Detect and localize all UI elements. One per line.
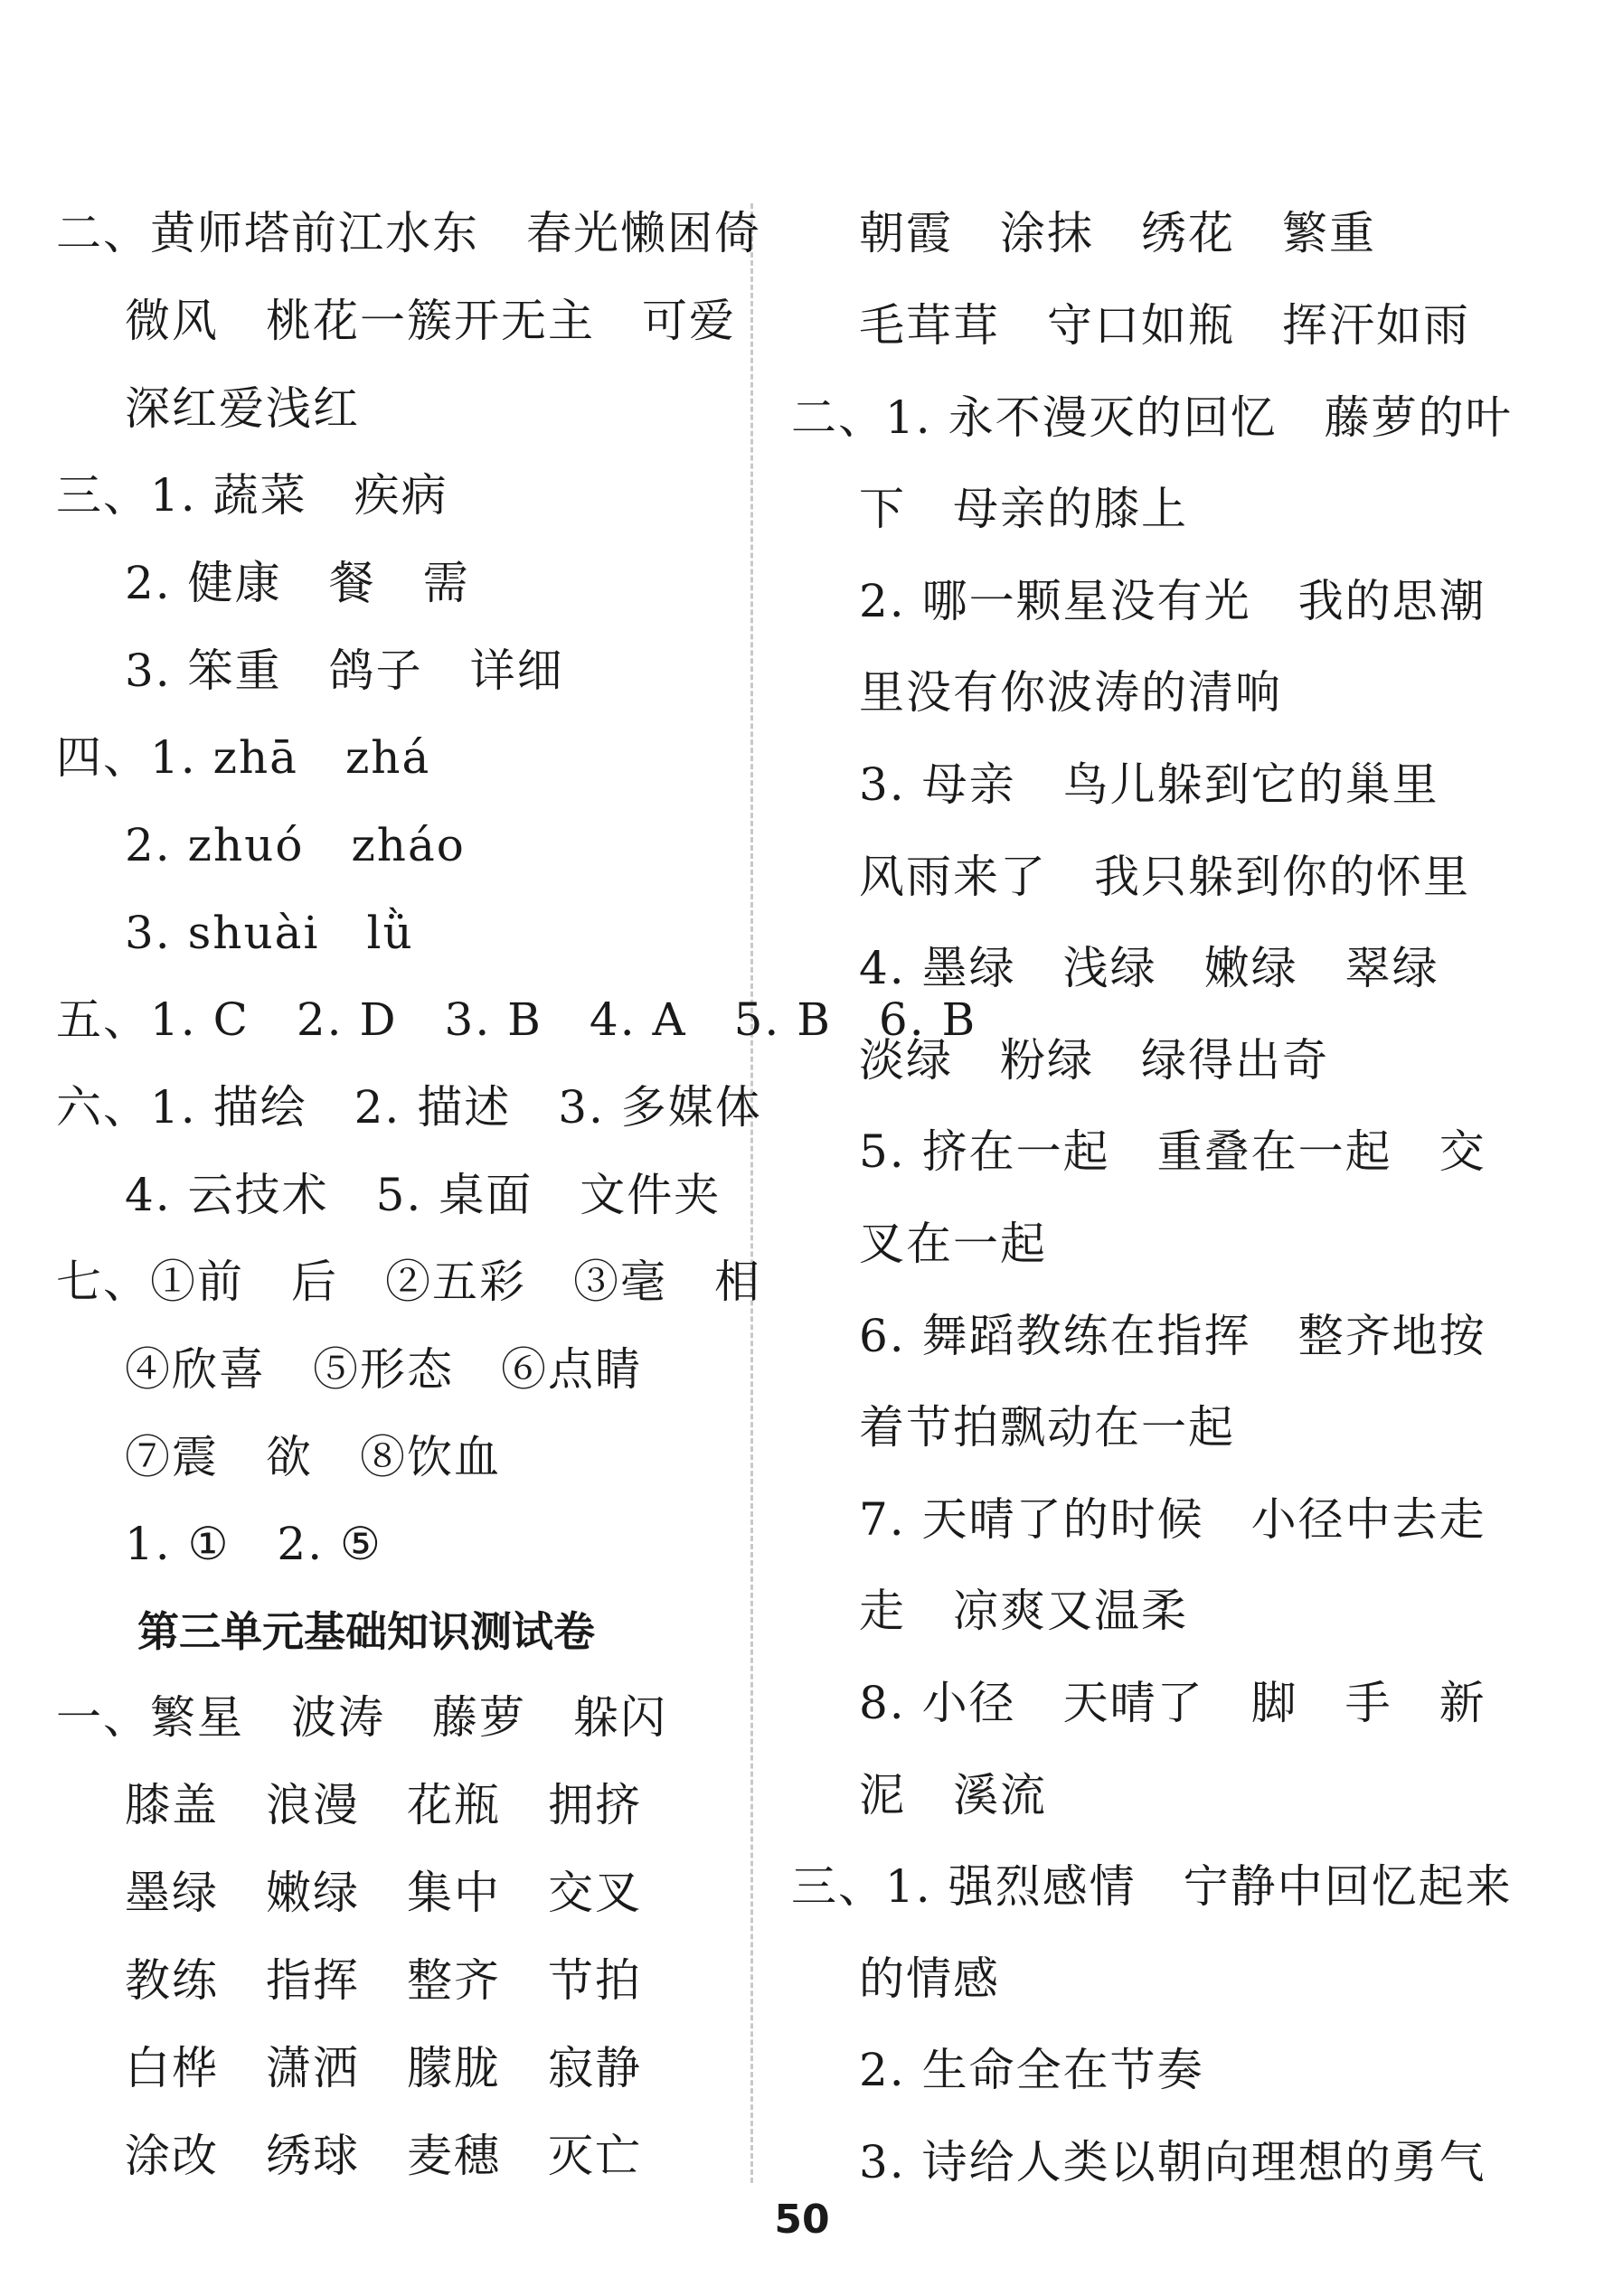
answer-line: 8. 小径 天晴了 脚 手 新 (859, 1677, 1486, 1729)
answer-line: 风雨来了 我只躲到你的怀里 (859, 851, 1470, 903)
answer-line: 涂改 绣球 麦穗 灭亡 (125, 2130, 642, 2182)
answer-line: 的情感 (859, 1953, 1000, 2005)
column-divider (750, 203, 753, 2183)
answer-line: 2. 哪一颗星没有光 我的思潮 (859, 575, 1486, 627)
answer-line: 3. 诗给人类以朝向理想的勇气 (859, 2136, 1486, 2188)
answer-line: 3. shuài lǜ (125, 907, 414, 959)
answer-line: ⑦震 欲 ⑧饮血 (125, 1431, 501, 1483)
answer-line: 5. 挤在一起 重叠在一起 交 (859, 1125, 1486, 1178)
answer-line: 泥 溪流 (859, 1769, 1047, 1821)
answer-line: 2. 生命全在节奏 (859, 2044, 1204, 2096)
answer-line: 下 母亲的膝上 (859, 483, 1188, 535)
answer-line: ④欣喜 ⑤形态 ⑥点睛 (125, 1343, 642, 1396)
answer-line: 6. 舞蹈教练在指挥 整齐地按 (859, 1310, 1486, 1362)
answer-line: 毛茸茸 守口如瓶 挥汗如雨 (859, 299, 1470, 352)
answer-line: 六、1. 描绘 2. 描述 3. 多媒体 (56, 1081, 762, 1134)
section-title: 第三单元基础知识测试卷 (137, 1607, 595, 1656)
answer-line: 叉在一起 (859, 1218, 1047, 1270)
answer-line: 七、①前 后 ②五彩 ③毫 相 (56, 1256, 761, 1308)
answer-line: 膝盖 浪漫 花瓶 拥挤 (125, 1779, 642, 1831)
answer-line: 里没有你波涛的清响 (859, 666, 1282, 719)
answer-line: 4. 墨绿 浅绿 嫩绿 翠绿 (859, 942, 1439, 994)
answer-line: 五、1. C 2. D 3. B 4. A 5. B 6. B (56, 993, 977, 1046)
answer-line: 2. 健康 餐 需 (125, 557, 470, 609)
answer-line: 朝霞 涂抹 绣花 繁重 (859, 207, 1376, 259)
page-number: 50 (774, 2197, 830, 2243)
answer-line: 白桦 潇洒 朦胧 寂静 (125, 2042, 642, 2094)
answer-line: 三、1. 强烈感情 宁静中回忆起来 (791, 1860, 1513, 1913)
answer-line: 教练 指挥 整齐 节拍 (125, 1954, 642, 2007)
answer-line: 微风 桃花一簇开无主 可爱 (125, 295, 736, 347)
answer-line: 2. zhuó zháo (125, 819, 466, 871)
answer-line: 1. ① 2. ⑤ (125, 1518, 382, 1570)
answer-line: 四、1. zhā zhá (56, 731, 431, 784)
answer-line: 一、繁星 波涛 藤萝 躲闪 (56, 1691, 667, 1744)
answer-line: 4. 云技术 5. 桌面 文件夹 (125, 1169, 722, 1221)
answer-line: 3. 笨重 鸽子 详细 (125, 645, 564, 697)
answer-line: 二、黄师塔前江水东 春光懒困倚 (56, 207, 761, 259)
answer-line: 3. 母亲 鸟儿躲到它的巢里 (859, 758, 1439, 811)
answer-line: 7. 天晴了的时候 小径中去走 (859, 1493, 1486, 1546)
answer-line: 淡绿 粉绿 绿得出奇 (859, 1034, 1329, 1087)
answer-line: 三、1. 蔬菜 疾病 (56, 469, 448, 522)
answer-line: 着节拍飘动在一起 (859, 1401, 1235, 1454)
answer-line: 二、1. 永不漫灭的回忆 藤萝的叶 (791, 391, 1513, 444)
answer-line: 深红爱浅红 (125, 382, 360, 435)
answer-line: 墨绿 嫩绿 集中 交叉 (125, 1867, 642, 1919)
answer-line: 走 凉爽又温柔 (859, 1585, 1188, 1637)
